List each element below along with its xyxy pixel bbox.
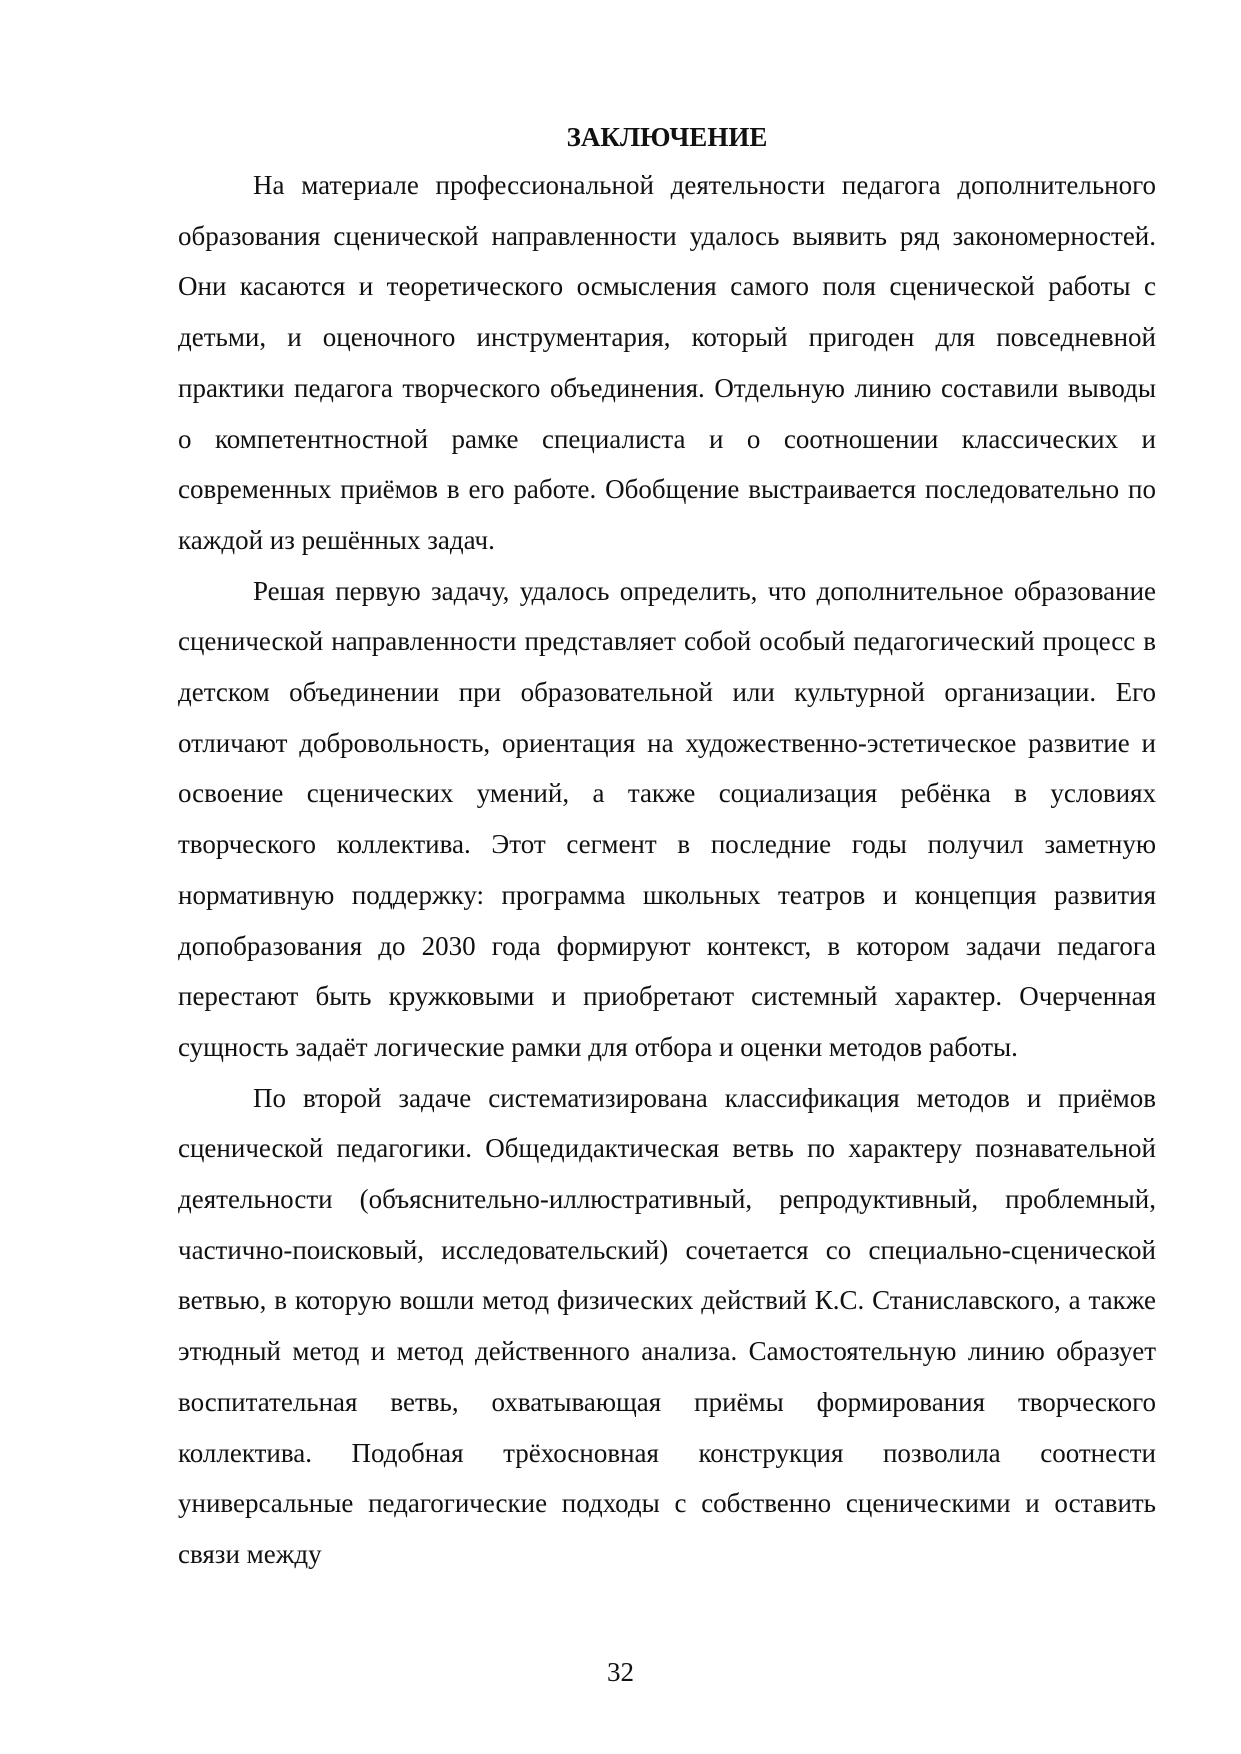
section-heading: ЗАКЛЮЧЕНИЕ [566, 122, 768, 152]
page-content [178, 114, 1156, 1580]
paragraph-3: По второй задаче систематизирована классификация методов и приёмов сценической педагогики. Общедидактическая ветвь по характеру познавательной деятельности (объяснительно-иллюстративный, репродуктивный, проблемный, частично-поисковый, исследовательский) сочетается со специально-сценической ветвью, в которую вошли метод физических действий К.С. Станиславского, а также этюдный метод и метод действенного анализа. Самостоятельную линию образует воспитательная ветвь, охватывающая приёмы формирования творческого коллектива. Подобная трёхосновная конструкция позволила соотнести универсальные педагогические подходы с собственно сценическими и оставить связи между [178, 1082, 1156, 1569]
page-number: 32 [607, 1657, 634, 1687]
paragraph-2: Решая первую задачу, удалось определить, что дополнительное образование сценической направленности представляет собой особый педагогический процесс в детском объединении при образовательной или культурной организации. Его отличают добровольность, ориентация на художественно-эстетическое развитие и освоение сценических умений, а также социализация ребёнка в условиях творческого коллектива. Этот сегмент в последние годы получил заметную нормативную поддержку: программа школьных театров и концепция развития допобразования до 2030 года формируют контекст, в котором задачи педагога перестают быть кружковыми и приобретают системный характер. Очерченная сущность задаёт логические рамки для отбора и оценки методов работы. [178, 575, 1156, 1062]
paragraph-1: На материале профессиональной деятельности педагога дополнительного образования сценической направленности удалось выявить ряд закономерностей. Они касаются и теоретического осмысления самого поля сценической работы с детьми, и оценочного инструментария, который пригоден для повседневной практики педагога творческого объединения. Отдельную линию составили выводы о компетентностной рамке специалиста и о соотношении классических и современных приёмов в его работе. Обобщение выстраивается последовательно по каждой из решённых задач. [178, 170, 1156, 555]
